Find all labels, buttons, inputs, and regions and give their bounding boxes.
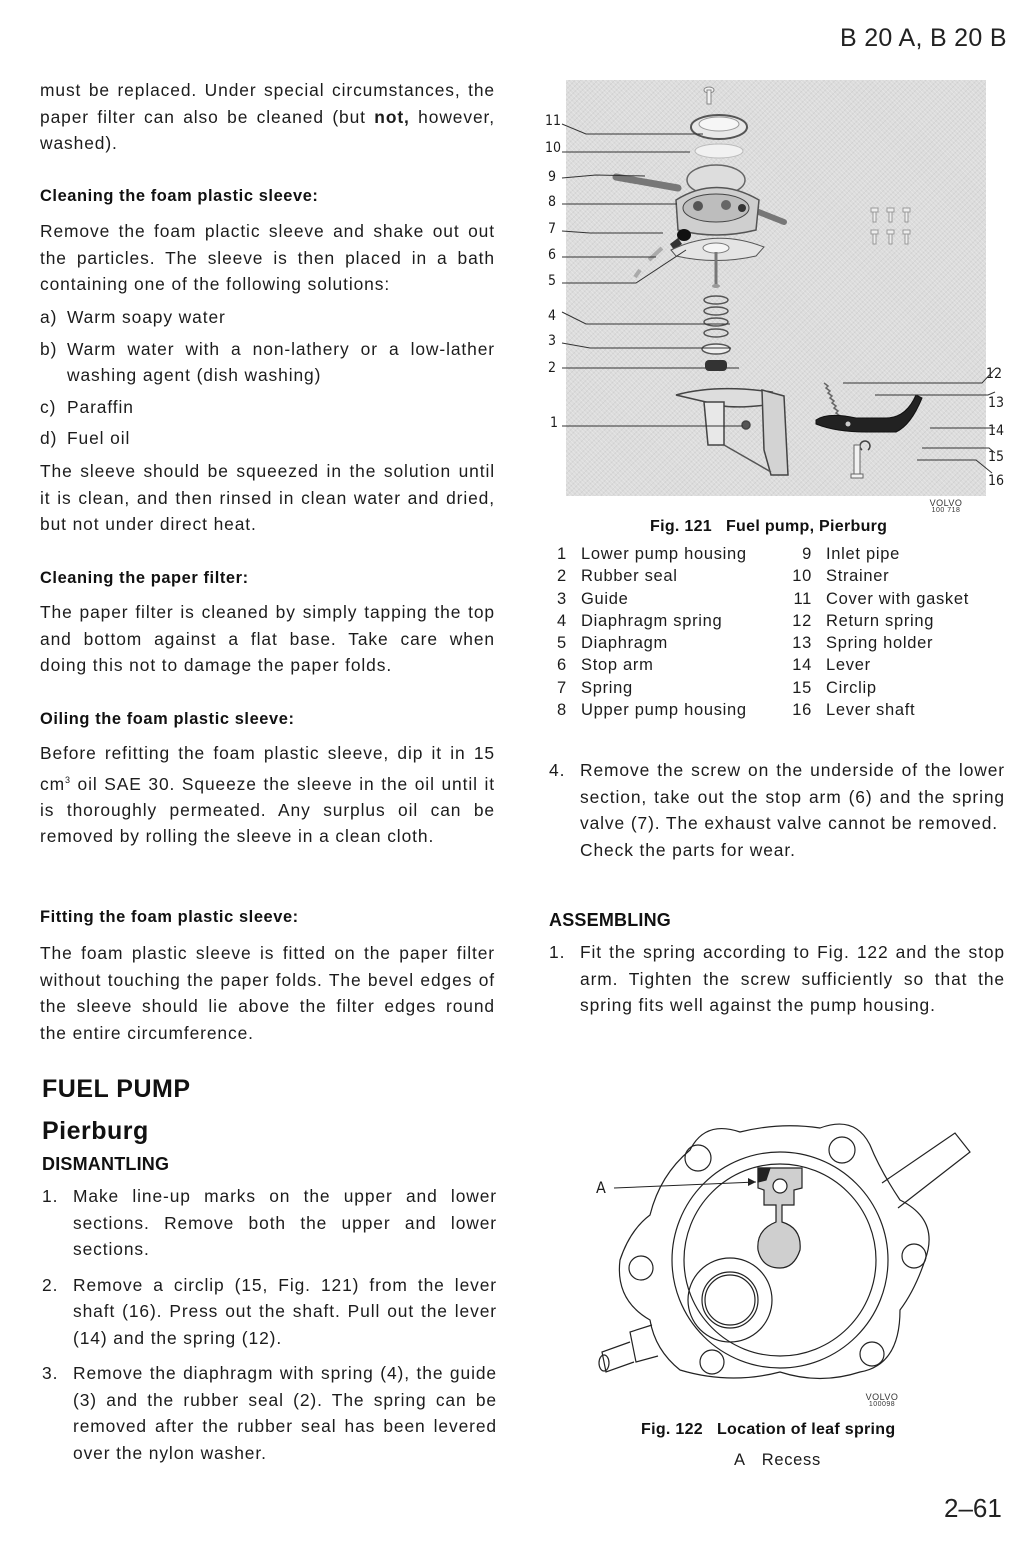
fig-122-legend <box>734 1449 821 1471</box>
bolt-hole <box>902 1244 926 1268</box>
legend-label: Diaphragm spring <box>581 611 723 630</box>
callout-3: 3 <box>548 333 557 349</box>
fig-122-title: Location of leaf spring <box>716 1421 896 1438</box>
legend-number: 14 <box>792 656 812 675</box>
bolt-hole <box>629 1256 653 1280</box>
legend-label: Return spring <box>826 611 935 630</box>
bolt-hole <box>700 1350 724 1374</box>
callout-a: A <box>596 1178 606 1197</box>
stamp-number: 100098 <box>868 1401 896 1408</box>
heading-fitting-sleeve: Fitting the foam plastic sleeve: <box>40 908 299 926</box>
fitting-sleeve-text: The foam plastic sleeve is fitted on the paper filter without touching the paper folds. The bevel edges of the sleeve should lie above the filter edges round the entire circumference. <box>40 943 495 1043</box>
section-subtitle-pierburg: Pierburg <box>42 1117 149 1145</box>
legend-row <box>557 588 997 610</box>
callout-1: 1 <box>550 415 559 431</box>
solution-text: Warm soapy water <box>67 307 226 327</box>
legend-label: Upper pump housing <box>581 701 747 720</box>
callout-14: 14 <box>988 423 1005 439</box>
legend-label: Recess <box>761 1451 821 1469</box>
leader-11 <box>562 124 703 134</box>
callout-13: 13 <box>988 395 1005 411</box>
dismantling-step <box>42 1183 497 1263</box>
legend-number: 5 <box>557 634 567 653</box>
legend-number: 11 <box>793 589 812 608</box>
leader-7 <box>562 231 663 233</box>
legend-label: Cover with gasket <box>826 589 970 608</box>
legend-label: Diaphragm <box>581 634 669 653</box>
bolt-hole <box>829 1137 855 1163</box>
step-number: 3. <box>42 1363 59 1383</box>
cleaning-sleeve-paragraph <box>40 218 495 298</box>
heading-cleaning-sleeve: Cleaning the foam plastic sleeve: <box>40 187 319 205</box>
fig-121-stamp <box>926 499 966 515</box>
oiling-sleeve-paragraph <box>40 740 495 850</box>
fig-121-callout-leaders <box>540 80 1020 500</box>
step-text: Fit the spring according to Fig. 122 and the stop arm. Tighten the screw sufficiently so that the spring fits well against the pump housing. <box>580 942 1005 1015</box>
leader-4 <box>562 312 730 324</box>
fitting-sleeve-paragraph <box>40 940 495 1046</box>
callout-9: 9 <box>548 169 557 185</box>
page-number: 2–61 <box>944 1493 1002 1523</box>
leader-16 <box>917 460 992 473</box>
solution-label: b) <box>40 338 58 359</box>
intro-text-part-2: however, washed). <box>40 106 495 153</box>
callout-2: 2 <box>548 360 557 376</box>
cleaning-filter-paragraph <box>40 599 495 679</box>
legend-row <box>557 654 997 676</box>
legend-row <box>557 632 997 654</box>
oiling-text-part-1: Before refitting the foam plastic sleeve, dip it in 15 cm <box>40 743 495 794</box>
legend-label: Lever shaft <box>826 701 916 720</box>
dismantling-step <box>42 1360 497 1466</box>
bolt-hole <box>685 1145 711 1171</box>
arrow-head-icon <box>748 1178 756 1186</box>
step-text: Remove a circlip (15, Fig. 121) from the lever shaft (16). Press out the shaft. Pull out the lever (14) and the spring (12). <box>73 1274 497 1348</box>
dismantling-step <box>42 1272 497 1352</box>
solution-text: Paraffin <box>67 396 134 417</box>
callout-5: 5 <box>548 273 557 289</box>
fig-121-number: Fig. 121 <box>650 518 712 535</box>
step-number: 2. <box>42 1274 59 1295</box>
callout-4: 4 <box>548 308 557 324</box>
legend-label: Strainer <box>826 567 890 586</box>
solution-label: d) <box>40 428 58 448</box>
callout-10: 10 <box>545 140 562 156</box>
inlet-pipe <box>882 1133 970 1208</box>
legend-number: 10 <box>792 567 812 586</box>
legend-key: A <box>734 1451 746 1469</box>
solution-label: c) <box>40 396 57 417</box>
heading-assembling: ASSEMBLING <box>549 910 672 930</box>
legend-label: Spring holder <box>826 634 934 653</box>
bolt-hole <box>860 1342 884 1366</box>
legend-row <box>557 543 997 565</box>
leader-15 <box>922 448 995 453</box>
fig-121-legend <box>557 543 997 721</box>
callout-12: 12 <box>986 366 1003 382</box>
cubic-superscript: 3 <box>64 774 71 785</box>
solution-item <box>40 336 495 389</box>
legend-label: Lower pump housing <box>581 545 747 563</box>
fig-121-title: Fuel pump, Pierburg <box>725 518 888 535</box>
legend-number: 9 <box>802 545 812 563</box>
step-4-note <box>549 837 1005 864</box>
legend-number: 8 <box>557 701 567 720</box>
outlet-pipe <box>602 1325 658 1372</box>
legend-row <box>557 610 997 632</box>
legend-number: 16 <box>792 701 812 720</box>
fig-122-number: Fig. 122 <box>641 1421 703 1438</box>
intro-paragraph <box>40 77 495 157</box>
callout-8: 8 <box>548 194 557 210</box>
dismantling-step-4 <box>549 757 1005 863</box>
legend-number: 6 <box>557 656 567 675</box>
legend-number: 4 <box>557 611 567 630</box>
dismantling-steps <box>42 1183 497 1466</box>
oiling-text-part-2: oil SAE 30. Squeeze the sleeve in the oil until it is thoroughly permeated. Any surplus oil can be removed by rolling the sleeve in a clean cloth. <box>40 773 495 847</box>
legend-number: 12 <box>792 611 812 630</box>
stamp-brand: VOLVO <box>865 1392 899 1402</box>
assembling-step <box>549 939 1005 1019</box>
legend-label: Circlip <box>826 678 877 697</box>
fig-122-leaf-spring-drawing <box>580 1110 980 1400</box>
callout-11: 11 <box>545 113 562 129</box>
sleeve-closing-paragraph <box>40 458 495 538</box>
step-text: Remove the screw on the underside of the lower section, take out the stop arm (6) and the spring valve (7). The exhaust valve cannot be removed. <box>580 760 1005 833</box>
callout-7: 7 <box>548 221 557 237</box>
legend-label: Rubber seal <box>581 567 678 586</box>
leader-9 <box>562 175 645 178</box>
assembling-steps <box>549 939 1005 1019</box>
legend-number: 3 <box>557 589 567 608</box>
legend-number: 15 <box>792 678 812 697</box>
legend-number: 1 <box>557 545 567 563</box>
leaf-spring <box>758 1168 802 1268</box>
legend-label: Stop arm <box>581 656 654 675</box>
heading-oiling-sleeve: Oiling the foam plastic sleeve: <box>40 710 295 728</box>
heading-dismantling: DISMANTLING <box>42 1154 170 1174</box>
cleaning-filter-text: The paper filter is cleaned by simply tapping the top and bottom against a flat base. Take care when doing this not to damage the paper folds. <box>40 602 495 675</box>
legend-label: Spring <box>581 678 633 697</box>
leader-13 <box>875 392 995 395</box>
section-title-fuel-pump: FUEL PUMP <box>42 1075 191 1103</box>
solution-item <box>40 304 495 331</box>
legend-row <box>557 677 997 699</box>
legend-number: 2 <box>557 567 567 586</box>
legend-number: 7 <box>557 678 567 697</box>
solution-item <box>40 425 495 452</box>
step-note-text: Check the parts for wear. <box>580 839 796 860</box>
legend-label: Guide <box>581 589 629 608</box>
cleaning-sleeve-text: Remove the foam plactic sleeve and shake out out the particles. The sleeve is then placed in a bath containing one of the following solutions: <box>40 221 495 294</box>
legend-number: 13 <box>792 634 812 653</box>
solutions-list <box>40 304 495 452</box>
leader-3 <box>562 343 731 348</box>
page-header-model: B 20 A, B 20 B <box>840 24 1007 52</box>
legend-row <box>557 565 997 587</box>
sleeve-closing-text: The sleeve should be squeezed in the solution until it is clean, and then rinsed in clean water and dried, but not under direct heat. <box>40 461 495 534</box>
valve-opening <box>688 1258 772 1342</box>
callout-6: 6 <box>548 247 557 263</box>
heading-cleaning-filter: Cleaning the paper filter: <box>40 569 249 587</box>
legend-label: Inlet pipe <box>826 545 900 563</box>
step-number: 4. <box>549 760 566 780</box>
fig-121-caption <box>650 518 887 536</box>
callout-15: 15 <box>988 449 1005 465</box>
step-number: 1. <box>549 942 566 962</box>
intro-text-part-1: must be replaced. Under special circumstances, the paper filter can also be cleaned (but <box>40 80 495 127</box>
intro-emphasis: not, <box>374 106 410 127</box>
step-number: 1. <box>42 1186 59 1206</box>
legend-row <box>557 699 997 721</box>
solution-item <box>40 394 495 421</box>
leader-a <box>614 1182 756 1188</box>
dismantling-step <box>549 757 1005 837</box>
solution-label: a) <box>40 307 58 327</box>
solution-text: Fuel oil <box>67 428 131 448</box>
legend-label: Lever <box>826 656 871 675</box>
stamp-number: 100 718 <box>931 507 961 514</box>
callout-16: 16 <box>988 473 1005 489</box>
step-text: Make line-up marks on the upper and lower sections. Remove both the upper and lower sections. <box>73 1186 497 1259</box>
stamp-brand: VOLVO <box>929 498 963 508</box>
fig-122-caption <box>641 1421 895 1439</box>
step-text: Remove the diaphragm with spring (4), the guide (3) and the rubber seal (2). The spring can be removed after the rubber seal has been levered over the nylon washer. <box>73 1363 497 1463</box>
solution-text: Warm water with a non-lathery or a low-lather washing agent (dish washing) <box>67 338 495 385</box>
leader-12 <box>843 369 995 383</box>
fig-122-stamp <box>862 1393 902 1409</box>
leader-5 <box>562 250 686 283</box>
